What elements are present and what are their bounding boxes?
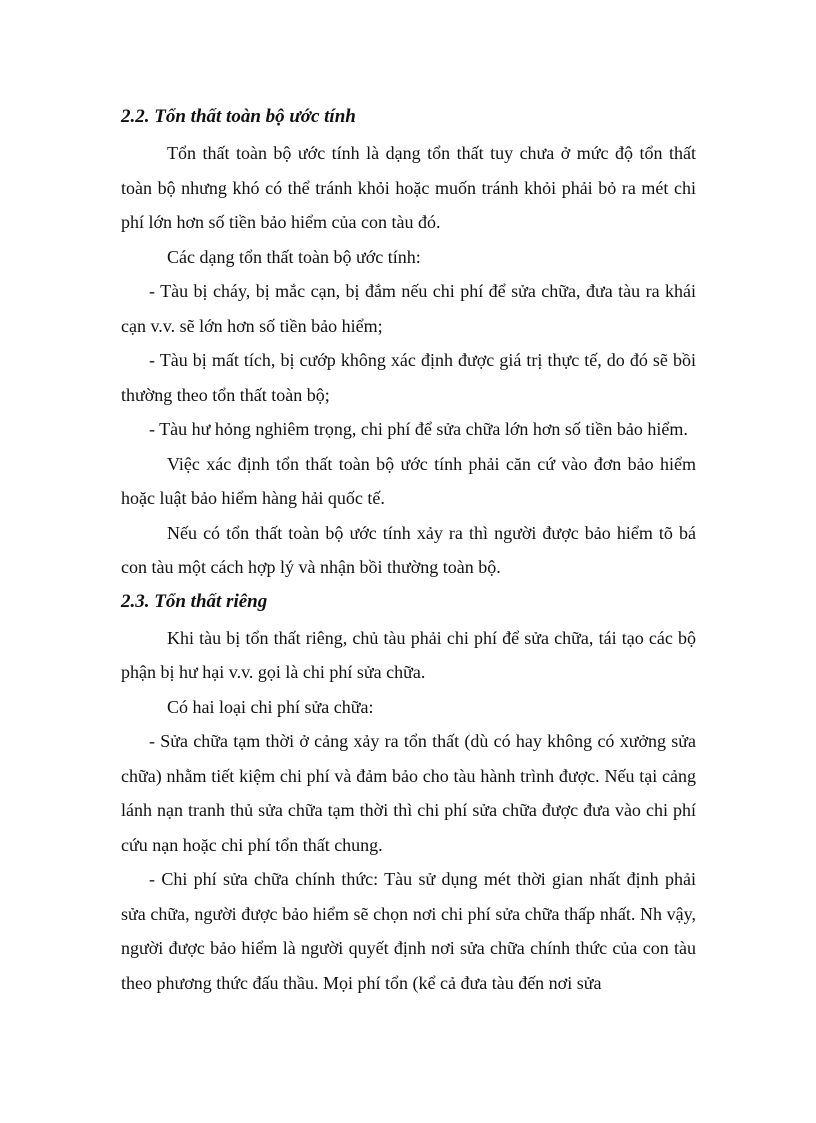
section-heading-2-2: 2.2. Tổn thất toàn bộ ước tính: [121, 106, 356, 127]
list-item: - Chi phí sửa chữa chính thức: Tàu sử dụng mét thời gian nhất định phải sửa chữa, người được bảo hiểm sẽ chọn nơi chi phí sửa chữa thấp nhất. Nh vậy, người được bảo hiểm là người quyết định nơi sửa chữa chính thức của con tàu theo phương thức đấu thầu. Mọi phí tổn (kể cả đưa tàu đến nơi sửa: [121, 869, 696, 993]
paragraph: Khi tàu bị tổn thất riêng, chủ tàu phải chi phí để sửa chữa, tái tạo các bộ phận bị hư hại v.v. gọi là chi phí sửa chữa.: [121, 627, 696, 682]
paragraph: Tổn thất toàn bộ ước tính là dạng tổn thất tuy chưa ở mức độ tổn thất toàn bộ nhưng khó có thể tránh khỏi hoặc muốn tránh khỏi phải bỏ ra mét chi phí lớn hơn số tiền bảo hiểm của con tàu đó.: [121, 143, 696, 232]
paragraph: Có hai loại chi phí sửa chữa:: [167, 696, 374, 717]
list-item: - Sửa chữa tạm thời ở cảng xảy ra tổn thất (dù có hay không có xưởng sửa chữa) nhằm tiết kiệm chi phí và đảm bảo cho tàu hành trình được. Nếu tại cảng lánh nạn tranh thủ sửa chữa tạm thời thì chi phí sửa chữa được đưa vào chi phí cứu nạn hoặc chi phí tổn thất chung.: [121, 731, 696, 855]
page-content: [121, 102, 696, 1000]
paragraph: Nếu có tổn thất toàn bộ ước tính xảy ra thì người được bảo hiểm tõ bá con tàu một cách hợp lý và nhận bồi thường toàn bộ.: [121, 522, 696, 577]
list-item: - Tàu hư hỏng nghiêm trọng, chi phí để sửa chữa lớn hơn số tiền bảo hiểm.: [149, 419, 688, 439]
paragraph: Các dạng tổn thất toàn bộ ước tính:: [167, 246, 421, 267]
list-item: - Tàu bị mất tích, bị cướp không xác định được giá trị thực tế, do đó sẽ bồi thường theo tổn thất toàn bộ;: [121, 350, 696, 405]
section-heading-2-3: 2.3. Tổn thất riêng: [121, 590, 268, 612]
list-item: - Tàu bị cháy, bị mắc cạn, bị đắm nếu chi phí để sửa chữa, đưa tàu ra khái cạn v.v. sẽ lớn hơn số tiền bảo hiểm;: [121, 281, 696, 336]
paragraph: Việc xác định tổn thất toàn bộ ước tính phải căn cứ vào đơn bảo hiểm hoặc luật bảo hiểm hàng hải quốc tế.: [121, 453, 696, 508]
